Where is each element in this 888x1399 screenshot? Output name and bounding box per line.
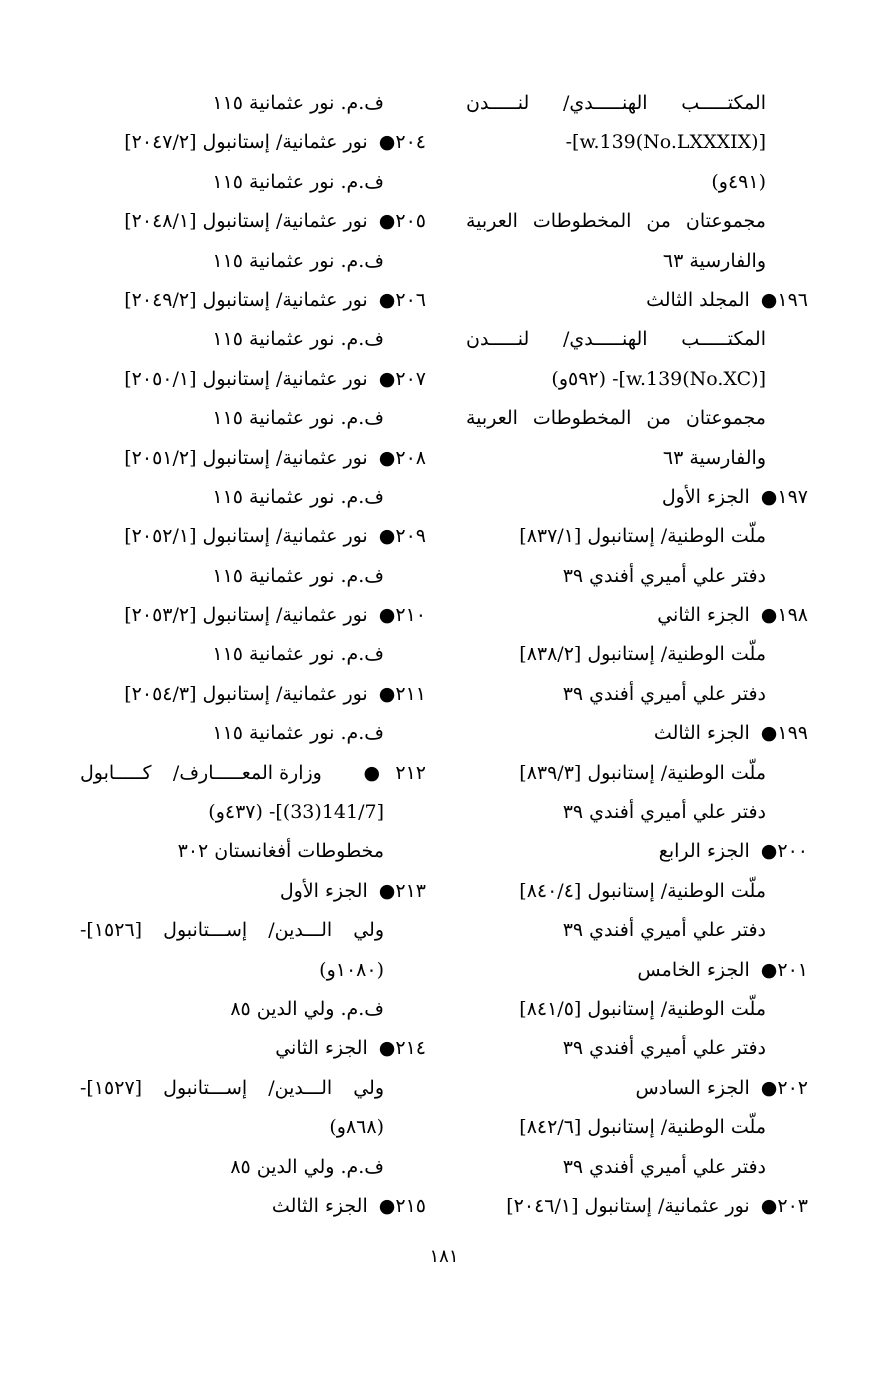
entry-text: المكتـــــب الهنـــــدي/ لنـــــدن xyxy=(466,328,766,351)
entry-text: وزارة المعـــــارف/ كـــــابول xyxy=(80,761,322,784)
entry-text: ف.م. نور عثمانية ١١٥ xyxy=(212,407,384,430)
left-column xyxy=(80,84,426,1226)
entry-text: ملّت الوطنية/ إستانبول [٨٤٠/٤] xyxy=(519,879,766,902)
entry-text: الجزء الثالث xyxy=(271,1194,368,1217)
entry-number: ٢٠٣ xyxy=(777,1194,808,1217)
entry-text: دفتر علي أميري أفندي ٣٩ xyxy=(562,1155,766,1178)
entry-number: ٢١١ xyxy=(395,682,426,705)
entry-text: نور عثمانية/ إستانبول [٢٠٤٨/١] xyxy=(124,210,368,233)
entry-text: والفارسية ٦٣ xyxy=(662,249,766,272)
entry-heading xyxy=(80,596,426,635)
bullet-icon: ● xyxy=(760,958,778,981)
bullet-icon: ● xyxy=(760,840,778,863)
entry-text: ف.م. نور عثمانية ١١٥ xyxy=(212,328,384,351)
bullet-icon: ● xyxy=(378,288,396,311)
entry-text: [w.139(No.XC)]- (٥٩٢و) xyxy=(551,367,766,390)
entry-heading xyxy=(80,1187,426,1226)
entry-number: ٢١٠ xyxy=(395,604,426,627)
entry-text: دفتر علي أميري أفندي ٣٩ xyxy=(562,1037,766,1060)
entry-number: ٢٠٦ xyxy=(395,288,426,311)
entry-text: ف.م. نور عثمانية ١١٥ xyxy=(212,485,384,508)
entry-heading xyxy=(80,872,426,911)
entry-text: مجموعتان من المخطوطات العربية xyxy=(466,407,766,430)
entry-number: ٢١٥ xyxy=(395,1194,426,1217)
entry-line xyxy=(466,911,808,950)
entry-line xyxy=(80,320,426,359)
entry-text: ملّت الوطنية/ إستانبول [٨٣٨/٢] xyxy=(519,643,766,666)
entry-line xyxy=(466,675,808,714)
bullet-icon: ● xyxy=(378,131,396,154)
entry-line xyxy=(80,478,426,517)
entry-heading xyxy=(80,439,426,478)
entry-text: نور عثمانية/ إستانبول [٢٠٤٧/٢] xyxy=(124,131,368,154)
entry-line xyxy=(80,84,426,123)
entry-heading xyxy=(80,754,426,793)
entry-line xyxy=(80,557,426,596)
entry-text: الجزء الخامس xyxy=(637,958,750,981)
entry-text: الجزء الثالث xyxy=(653,722,750,745)
entry-heading xyxy=(80,517,426,556)
entry-line xyxy=(466,163,808,202)
entry-line xyxy=(80,163,426,202)
entry-text: نور عثمانية/ إستانبول [٢٠٤٦/١] xyxy=(506,1194,750,1217)
entry-number: ٢١٤ xyxy=(395,1037,426,1060)
entry-text: ف.م. نور عثمانية ١١٥ xyxy=(212,643,384,666)
entry-text: ف.م. نور عثمانية ١١٥ xyxy=(212,170,384,193)
bullet-icon: ● xyxy=(348,761,396,784)
entry-text: دفتر علي أميري أفندي ٣٩ xyxy=(562,564,766,587)
entry-number: ٢١٢ xyxy=(395,761,426,784)
bullet-icon: ● xyxy=(760,604,778,627)
entry-number: ١٩٩ xyxy=(777,722,808,745)
entry-text: (٨٦٨و) xyxy=(329,1116,384,1139)
bullet-icon: ● xyxy=(378,1194,396,1217)
entry-line xyxy=(80,1069,426,1108)
entry-line xyxy=(466,202,808,241)
entry-text: دفتر علي أميري أفندي ٣٩ xyxy=(562,801,766,824)
entry-number: ٢١٣ xyxy=(395,879,426,902)
entry-text: الجزء الثاني xyxy=(657,604,750,627)
entry-line xyxy=(80,990,426,1029)
entry-text: ولي الـــدين/ إســـتانبول [١٥٢٦]- xyxy=(80,919,384,942)
entry-line xyxy=(466,399,808,438)
bullet-icon: ● xyxy=(378,525,396,548)
entry-text: [141/7(33)]- (٤٣٧و) xyxy=(208,801,384,824)
page-number: ١٨١ xyxy=(429,1246,459,1267)
entry-line xyxy=(466,1148,808,1187)
bullet-icon: ● xyxy=(760,722,778,745)
entry-heading xyxy=(466,596,808,635)
entry-text: دفتر علي أميري أفندي ٣٩ xyxy=(562,919,766,942)
bullet-icon: ● xyxy=(760,1076,778,1099)
bullet-icon: ● xyxy=(378,446,396,469)
bullet-icon: ● xyxy=(760,1194,778,1217)
entry-text: (١٠٨٠و) xyxy=(319,958,384,981)
entry-heading xyxy=(466,714,808,753)
entry-text: الجزء السادس xyxy=(635,1076,750,1099)
entry-text: ف.م. ولي الدين ٨٥ xyxy=(230,997,384,1020)
entry-text: ف.م. نور عثمانية ١١٥ xyxy=(212,249,384,272)
entry-number: ٢٠٠ xyxy=(777,840,808,863)
entry-number: ١٩٦ xyxy=(777,288,808,311)
entry-line xyxy=(466,1029,808,1068)
entry-heading xyxy=(466,1069,808,1108)
entry-line xyxy=(466,242,808,281)
entry-heading xyxy=(80,123,426,162)
entry-text: مخطوطات أفغانستان ٣٠٢ xyxy=(177,840,384,863)
entry-heading xyxy=(80,360,426,399)
entry-heading xyxy=(80,675,426,714)
entry-text: ف.م. نور عثمانية ١١٥ xyxy=(212,92,384,114)
entry-heading xyxy=(466,281,808,320)
entry-text: نور عثمانية/ إستانبول [٢٠٤٩/٢] xyxy=(124,288,368,311)
entry-line xyxy=(466,320,808,359)
entry-line xyxy=(466,793,808,832)
entry-text: مجموعتان من المخطوطات العربية xyxy=(466,210,766,233)
entry-number: ٢٠٥ xyxy=(395,210,426,233)
entry-text: دفتر علي أميري أفندي ٣٩ xyxy=(562,682,766,705)
entry-number: ٢٠٢ xyxy=(777,1076,808,1099)
entry-text: الجزء الأول xyxy=(279,879,368,902)
entry-heading xyxy=(466,1187,808,1226)
entry-line xyxy=(80,951,426,990)
entry-line xyxy=(80,1148,426,1187)
entry-heading xyxy=(466,478,808,517)
entry-line xyxy=(466,123,808,162)
bullet-icon: ● xyxy=(378,604,396,627)
entry-text: ملّت الوطنية/ إستانبول [٨٤١/٥] xyxy=(519,997,766,1020)
bullet-icon: ● xyxy=(760,288,778,311)
entry-line xyxy=(466,872,808,911)
entry-line xyxy=(466,990,808,1029)
entry-number: ١٩٧ xyxy=(777,485,808,508)
entry-text: المجلد الثالث xyxy=(646,288,750,311)
entry-line xyxy=(80,911,426,950)
entry-text: نور عثمانية/ إستانبول [٢٠٥٣/٢] xyxy=(124,604,368,627)
entry-text: الجزء الرابع xyxy=(658,840,750,863)
entry-text: الجزء الثاني xyxy=(275,1037,368,1060)
bullet-icon: ● xyxy=(378,210,396,233)
entry-line xyxy=(466,557,808,596)
entry-number: ٢٠٩ xyxy=(395,525,426,548)
entry-text: نور عثمانية/ إستانبول [٢٠٥١/٢] xyxy=(124,446,368,469)
entry-line xyxy=(80,242,426,281)
entry-line xyxy=(80,793,426,832)
entry-text: ملّت الوطنية/ إستانبول [٨٣٧/١] xyxy=(519,525,766,548)
entry-line xyxy=(466,84,808,123)
entry-line xyxy=(466,360,808,399)
entry-text: والفارسية ٦٣ xyxy=(662,446,766,469)
bullet-icon: ● xyxy=(760,485,778,508)
entry-text: المكتـــــب الهنـــــدي/ لنـــــدن xyxy=(466,92,766,114)
entry-line xyxy=(466,635,808,674)
entry-text: نور عثمانية/ إستانبول [٢٠٥٠/١] xyxy=(124,367,368,390)
entry-number: ٢٠٨ xyxy=(395,446,426,469)
entry-line xyxy=(80,714,426,753)
entry-heading xyxy=(80,1029,426,1068)
entry-line xyxy=(80,635,426,674)
entry-text: ف.م. نور عثمانية ١١٥ xyxy=(212,722,384,745)
entry-line xyxy=(80,832,426,871)
entry-number: ٢٠٤ xyxy=(395,131,426,154)
entry-line xyxy=(80,399,426,438)
entry-text: نور عثمانية/ إستانبول [٢٠٥٤/٣] xyxy=(124,682,368,705)
entry-heading xyxy=(80,202,426,241)
entry-line xyxy=(466,1108,808,1147)
entry-text: نور عثمانية/ إستانبول [٢٠٥٢/١] xyxy=(124,525,368,548)
entry-heading xyxy=(466,832,808,871)
entry-text: ف.م. نور عثمانية ١١٥ xyxy=(212,564,384,587)
right-column xyxy=(466,84,808,1226)
entry-number: ٢٠١ xyxy=(777,958,808,981)
entry-text: (٤٩١و) xyxy=(711,170,766,193)
entry-line xyxy=(466,517,808,556)
entry-heading xyxy=(80,281,426,320)
entry-line xyxy=(80,1108,426,1147)
entry-text: ملّت الوطنية/ إستانبول [٨٣٩/٣] xyxy=(519,761,766,784)
bullet-icon: ● xyxy=(378,1037,396,1060)
entry-line xyxy=(466,754,808,793)
entry-text: ولي الـــدين/ إســـتانبول [١٥٢٧]- xyxy=(80,1076,384,1099)
entry-heading xyxy=(466,951,808,990)
entry-text: ملّت الوطنية/ إستانبول [٨٤٢/٦] xyxy=(519,1116,766,1139)
bullet-icon: ● xyxy=(378,682,396,705)
entry-text: [w.139(No.LXXXIX)]- xyxy=(565,131,766,154)
bullet-icon: ● xyxy=(378,879,396,902)
entry-text: الجزء الأول xyxy=(661,485,750,508)
entry-number: ٢٠٧ xyxy=(395,367,426,390)
entry-line xyxy=(466,439,808,478)
bullet-icon: ● xyxy=(378,367,396,390)
entry-text: ف.م. ولي الدين ٨٥ xyxy=(230,1155,384,1178)
entry-number: ١٩٨ xyxy=(777,604,808,627)
